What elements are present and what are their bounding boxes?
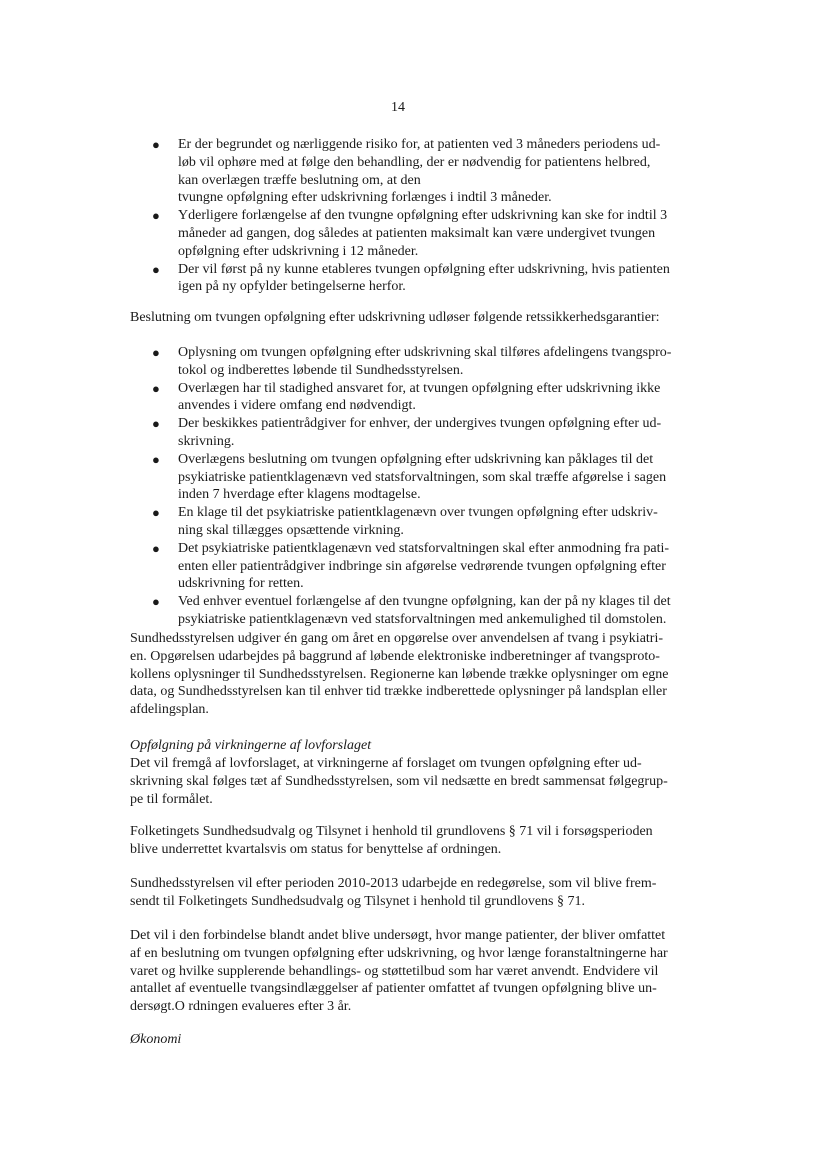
text-line: Sundhedsstyrelsen vil efter perioden 2010-2013 udarbejde en redegørelse, som vil blive frem-	[130, 876, 657, 891]
text-line: pe til formålet.	[130, 791, 213, 807]
text-line: Oplysning om tvungen opfølgning efter udskrivning skal tilføres afdelingens tvangspro-	[178, 345, 672, 360]
text-line: Ved enhver eventuel forlængelse af den tvungne opfølgning, kan der på ny klages til det	[178, 594, 671, 610]
list-item	[0, 136, 698, 207]
text-line: anvendes i videre omfang end nødvendigt.	[178, 398, 416, 414]
text-line: en. Opgørelsen udarbejdes på baggrund af løbende elektroniske indberetninger af tvangsproto-	[130, 648, 660, 664]
text-line: psykiatriske patientklagenævn ved statsforvaltningen, som skal træffe afgørelse i sagen	[178, 469, 667, 485]
text-line: Sundhedsstyrelsen udgiver én gang om året en opgørelse over anvendelsen af tvang i psykiatri-	[130, 631, 664, 646]
section-heading-economy: Økonomi	[130, 1032, 182, 1047]
paragraph-effects	[130, 755, 700, 808]
text-line: kollens oplysninger til Sundhedsstyrelsen. Regionerne kan løbende trække oplysninger om egne	[130, 666, 669, 682]
text-line: Er der begrundet og nærliggende risiko for, at patienten ved 3 måneders periodens ud-	[178, 137, 661, 152]
text-line: Det psykiatriske patientklagenævn ved statsforvaltningen skal efter anmodning fra pati-	[178, 540, 670, 556]
list-item	[0, 504, 698, 540]
bullet-icon: ●	[152, 594, 160, 610]
text-line: blive underrettet kvartalsvis om status for benyttelse af ordningen.	[130, 841, 502, 857]
text-line: skrivning skal følges tæt af Sundhedsstyrelsen, som vil nedsætte en bredt sammensat følgegrup-	[130, 773, 668, 789]
bullet-icon: ●	[152, 261, 160, 277]
text-line: af en beslutning om tvungen opfølgning efter udskrivning, og hvor længe foranstaltningerne har	[130, 945, 668, 961]
text-line: psykiatriske patientklagenævn ved statsforvaltningen med ankemulighed til domstolen.	[178, 611, 667, 627]
text-line: skrivning.	[178, 433, 235, 449]
list-item	[0, 207, 698, 260]
page-number: 14	[391, 100, 405, 115]
bullet-icon: ●	[152, 380, 160, 396]
list-item	[0, 593, 698, 629]
list-item	[0, 415, 698, 451]
text-line: dersøgt.O rdningen evalueres efter 3 år.	[130, 999, 352, 1015]
text-line: varet og hvilke supplerende behandlings- og støttetilbud som har været anvendt. Endvidere vil	[130, 963, 659, 979]
text-line: Det vil fremgå af lovforslaget, at virkningerne af forslaget om tvungen opfølgning efter ud-	[130, 756, 642, 771]
bullet-icon: ●	[152, 345, 160, 360]
text-line: løb vil ophøre med at følge den behandling, der er nødvendig for patientens helbred,	[178, 154, 651, 170]
text-line: udskrivning for retten.	[178, 576, 304, 592]
bullet-icon: ●	[152, 416, 160, 432]
text-line: sendt til Folketingets Sundhedsudvalg og Tilsynet i henhold til grundlovens § 71.	[130, 893, 586, 909]
bullet-list-extension	[0, 136, 826, 296]
text-line: Folketingets Sundhedsudvalg og Tilsynet i henhold til grundlovens § 71 vil i forsøgsperioden	[130, 824, 653, 839]
guarantees-intro: Beslutning om tvungen opfølgning efter udskrivning udløser følgende retssikkerhedsgarantier:	[130, 310, 660, 325]
text-line: ning skal tillægges opsættende virkning.	[178, 522, 404, 538]
section-heading-effects: Opfølgning på virkningerne af lovforslaget	[130, 738, 372, 753]
text-line: enten eller patientrådgiver indbringe sin afgørelse vedrørende tvungen opfølgning efter	[178, 558, 666, 574]
text-line: Yderligere forlængelse af den tvungne opfølgning efter udskrivning kan ske for indtil 3	[178, 208, 668, 224]
paragraph-committee	[130, 823, 700, 859]
text-line: inden 7 hverdage efter klagens modtagelse.	[178, 487, 421, 503]
list-item	[0, 451, 698, 504]
text-line: Der vil først på ny kunne etableres tvungen opfølgning efter udskrivning, hvis patienten	[178, 261, 670, 277]
bullet-icon: ●	[152, 505, 160, 521]
list-item	[0, 540, 698, 593]
text-line: Overlægens beslutning om tvungen opfølgning efter udskrivning kan påklages til det	[178, 451, 654, 467]
list-item	[0, 344, 698, 380]
text-line: Det vil i den forbindelse blandt andet blive undersøgt, hvor mange patienter, der bliver omfattet	[130, 928, 666, 943]
bullet-icon: ●	[152, 208, 160, 224]
bullet-icon: ●	[152, 451, 160, 467]
paragraph-investigation	[130, 927, 700, 1016]
text-line: afdelingsplan.	[130, 702, 209, 718]
list-item	[0, 380, 698, 416]
paragraph-report	[130, 875, 700, 911]
list-item	[0, 261, 698, 297]
paragraph-statistics	[130, 630, 700, 719]
text-line: En klage til det psykiatriske patientklagenævn over tvungen opfølgning efter udskriv-	[178, 505, 658, 521]
text-line: Der beskikkes patientrådgiver for enhver, der undergives tvungen opfølgning efter ud-	[178, 416, 662, 432]
bullet-list-guarantees	[0, 344, 826, 629]
text-line: måneder ad gangen, dog således at patienten maksimalt kan være undergivet tvungen	[178, 225, 656, 241]
text-line: data, og Sundhedsstyrelsen kan til enhver tid trække indberettede oplysninger på landsplan eller	[130, 684, 667, 700]
text-line: igen på ny opfylder betingelserne herfor.	[178, 279, 406, 295]
text-line: kan overlægen træffe beslutning om, at den	[178, 172, 421, 188]
text-line: tokol og indberettes løbende til Sundhedsstyrelsen.	[178, 362, 464, 378]
bullet-icon: ●	[152, 540, 160, 556]
bullet-icon: ●	[152, 137, 160, 152]
text-line: Overlægen har til stadighed ansvaret for, at tvungen opfølgning efter udskrivning ikke	[178, 380, 661, 396]
text-line: antallet af eventuelle tvangsindlæggelser af patienter omfattet af tvungen opfølgning blive un-	[130, 981, 657, 997]
text-line: opfølgning efter udskrivning i 12 måneder.	[178, 243, 419, 259]
text-line: tvungne opfølgning efter udskrivning forlænges i indtil 3 måneder.	[178, 190, 552, 206]
